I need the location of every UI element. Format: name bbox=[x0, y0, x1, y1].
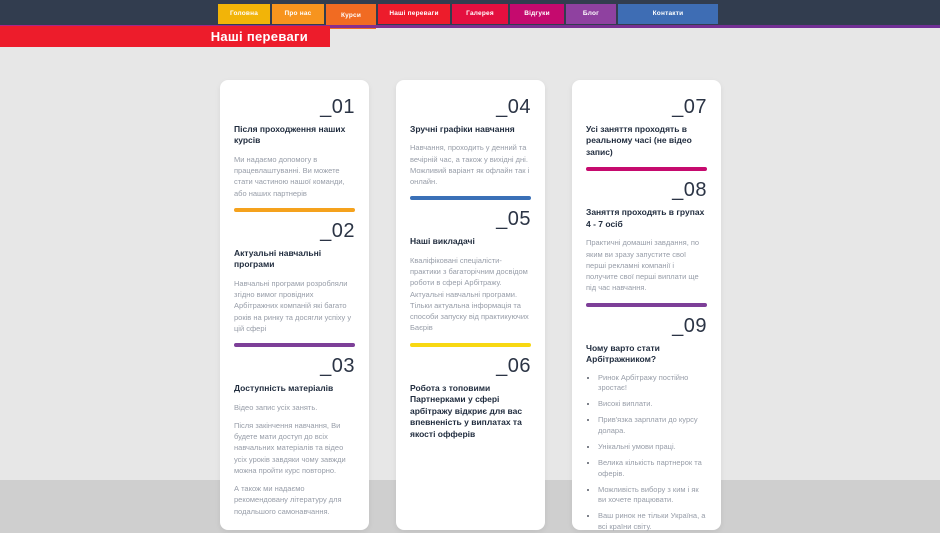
bullet-item: • Ринок Арбітражу постійно зростає! bbox=[598, 373, 707, 395]
section-heading: Актуальні навчальні програми bbox=[234, 247, 322, 270]
nav-tab-pro-nas[interactable]: Про нас bbox=[272, 4, 324, 24]
nav-tab-holovna[interactable]: Головна bbox=[218, 4, 270, 24]
section-paragraph: Ми надаємо допомогу в працевлаштуванні. Ви можете стати частиною нашої команди, або наших партнерів bbox=[234, 154, 345, 198]
section-heading: Наші викладачі bbox=[410, 236, 475, 247]
advantages-card-2 bbox=[396, 80, 545, 530]
page-title-banner bbox=[0, 26, 330, 47]
nav-tab-halereia[interactable]: Галерея bbox=[452, 4, 508, 24]
bullet-item: • Ваш ринок не тільки Україна, а всі країни світу. bbox=[598, 511, 707, 533]
section-heading: Усі заняття проходять в реальному часі (не відео запис) bbox=[586, 124, 692, 157]
section-divider bbox=[234, 343, 355, 347]
section-heading: Заняття проходять в групах 4 - 7 осіб bbox=[586, 207, 705, 229]
bullet-item: • Унікальні умови праці. bbox=[598, 442, 707, 453]
section-divider bbox=[586, 303, 707, 307]
section-number: _01 bbox=[320, 96, 355, 118]
bullet-item: • Прив'язка зарплати до курсу долара. bbox=[598, 415, 707, 437]
page-title: Наші переваги bbox=[210, 29, 308, 44]
section-number: _04 bbox=[496, 96, 531, 118]
section-number: _07 bbox=[672, 96, 707, 118]
section-heading: Після проходження наших курсів bbox=[234, 124, 346, 146]
section-paragraph: Навчальні програми розробляли згідно вимог провідних Арбітражних компаній які багато років на ринку та досягли успіху у цій сфері bbox=[234, 278, 352, 333]
nav-tab-kursy[interactable]: Курси bbox=[326, 4, 376, 29]
section-divider bbox=[410, 343, 531, 347]
section-paragraph: Після закінчення навчання, Ви будете мати доступ до всіх навчальних матеріалів та відео усіх уроків завдяки чому завжди можна пройти курс повторно. bbox=[234, 420, 346, 475]
nav-tab-nashi-perevahy[interactable]: Наші переваги bbox=[378, 4, 450, 24]
section-divider bbox=[410, 196, 531, 200]
section-heading: Зручні графіки навчання bbox=[410, 124, 515, 134]
section-number: _02 bbox=[320, 219, 355, 242]
section-paragraph: А також ми надаємо рекомендовану літературу для подальшого самонавчання. bbox=[234, 484, 342, 516]
nav-tab-vidhuky[interactable]: Відгуки bbox=[510, 4, 564, 24]
section-paragraph: Навчання, проходить у денний та вечірній час, а також у вихідні дні. Можливий варіант як офлайн так і онлайн. bbox=[410, 143, 530, 187]
section-number: _05 bbox=[496, 208, 531, 231]
section-number: _03 bbox=[320, 355, 355, 378]
bullet-item: • Велика кількість партнерок та оферів. bbox=[598, 458, 707, 480]
nav-tab-bloh[interactable]: Блог bbox=[566, 4, 616, 24]
advantages-card-1 bbox=[220, 80, 369, 530]
section-heading: Доступність матеріалів bbox=[234, 383, 334, 394]
top-navigation-bar bbox=[0, 0, 940, 26]
advantages-card-3 bbox=[572, 80, 721, 530]
section-divider bbox=[586, 167, 707, 171]
section-paragraph: Практичні домашні завдання, по яким ви зразу запустите свої перші рекламні компанії і получите свої перші виплати ще під час навчання. bbox=[586, 238, 700, 293]
section-number: _06 bbox=[496, 354, 531, 377]
bullet-item: • Високі виплати. bbox=[598, 399, 707, 410]
section-heading: Чому варто стати Арбітражником? bbox=[586, 342, 660, 365]
section-paragraph: Відео запис усіх занять. bbox=[234, 402, 318, 412]
nav-tab-kontakty[interactable]: Контакти bbox=[618, 4, 718, 24]
advantages-bullet-list bbox=[590, 373, 707, 533]
bullet-item: • Можливість вибору з ким і як ви хочете працювати. bbox=[598, 485, 707, 507]
section-heading: Робота з топовими Партнерками у сфері арбітражу відкриє для вас впевненість у виплатах та якості офферів bbox=[410, 382, 523, 439]
cards-row bbox=[220, 80, 721, 530]
section-number: _08 bbox=[672, 179, 707, 202]
section-number: _09 bbox=[672, 314, 707, 337]
section-paragraph: Кваліфіковані спеціалісти-практики з багаторічним досвідом роботи в сфері Арбітражу. Актуальні навчальні програми. Тільки актуальна інформація та способи запуску від практикуючих Баєрів bbox=[410, 255, 529, 333]
section-divider bbox=[234, 208, 355, 212]
